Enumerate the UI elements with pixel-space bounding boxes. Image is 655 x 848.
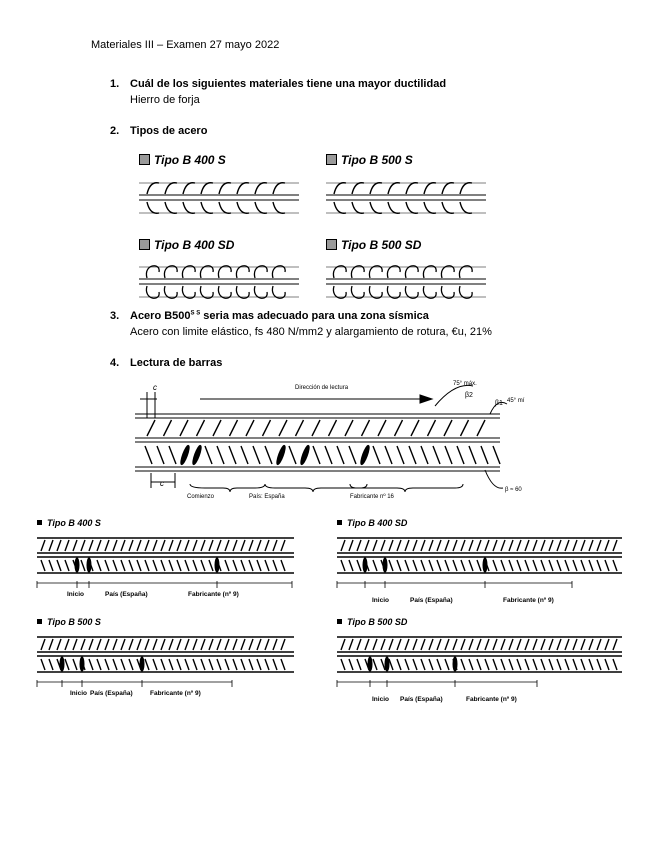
rebar-b400s-drawing <box>139 174 299 222</box>
diagram-c-top: c <box>153 383 157 392</box>
steel-type-b400s-label <box>139 153 226 167</box>
steel-type-b400sd-text: Tipo B 400 SD <box>154 238 235 252</box>
rib-slash <box>180 420 188 436</box>
rib-slash <box>230 420 238 436</box>
rib-slash <box>461 420 469 436</box>
rib-slash <box>147 420 155 436</box>
diagram-country: País: España <box>249 494 285 500</box>
panel-b500sd-start: Inicio <box>372 696 389 703</box>
steel-type-b500s-text: Tipo B 500 S <box>341 153 413 167</box>
panel-b500s-maker: Fabricante (nº 9) <box>150 690 201 697</box>
question-3-title-rest: seria mas adecuado para una zona sísmica <box>200 310 429 322</box>
square-bullet-icon <box>337 619 342 624</box>
panel-b500sd-title <box>337 617 407 627</box>
panel-b400sd-title <box>337 518 407 528</box>
rib-slash <box>263 420 271 436</box>
rib-slash <box>169 446 176 464</box>
steel-type-b500s-label <box>326 153 413 167</box>
diagram-angle-max: 75° máx. <box>453 381 477 387</box>
rib-slash <box>349 446 356 464</box>
thickened-rib <box>276 445 287 465</box>
rib-slash <box>312 420 320 436</box>
rib-slash <box>313 446 320 464</box>
question-1-answer: Hierro de forja <box>130 94 200 106</box>
diagram-beta1: β1 <box>495 400 503 407</box>
panel-b500sd-country: País (España) <box>400 696 443 703</box>
rib-slash <box>337 446 344 464</box>
question-3-title-sup: S S <box>190 310 201 317</box>
square-bullet-icon <box>37 520 42 525</box>
question-4-number: 4. <box>110 357 120 369</box>
rib-slash <box>444 420 452 436</box>
rib-slash <box>213 420 221 436</box>
square-bullet-icon <box>337 520 342 525</box>
checkbox-icon <box>326 239 337 250</box>
panel-b500sd-maker: Fabricante (nº 9) <box>466 696 517 703</box>
panel-b400sd-start: Inicio <box>372 597 389 604</box>
document-header: Materiales III – Examen 27 mayo 2022 <box>91 39 280 51</box>
rib-slash <box>296 420 304 436</box>
panel-b500sd-title-text: Tipo B 500 SD <box>347 617 408 627</box>
panel-b400s-country: País (España) <box>105 591 148 598</box>
rib-slash <box>378 420 386 436</box>
question-3-answer: Acero con limite elástico, fs 480 N/mm2 y alargamiento de rotura, €u, 21% <box>130 326 492 338</box>
question-3-title <box>130 310 429 322</box>
rib-slash <box>217 446 224 464</box>
question-3-title-main: Acero B500 <box>130 310 191 322</box>
rib-slash <box>197 420 205 436</box>
rib-slash <box>229 446 236 464</box>
steel-type-b500sd-label <box>326 238 421 252</box>
rib-slash <box>164 420 172 436</box>
rib-slash <box>145 446 152 464</box>
checkbox-icon <box>139 239 150 250</box>
square-bullet-icon <box>37 619 42 624</box>
rib-slash <box>433 446 440 464</box>
panel-b500s-country: País (España) <box>90 690 133 697</box>
thickened-rib <box>192 445 203 465</box>
question-1-title: Cuál de los siguientes materiales tiene una mayor ductilidad <box>130 78 447 90</box>
panel-b400sd-title-text: Tipo B 400 SD <box>347 518 408 528</box>
rib-slash <box>373 446 380 464</box>
steel-type-b500sd-text: Tipo B 500 SD <box>341 238 422 252</box>
panel-b400s-title-text: Tipo B 400 S <box>47 518 101 528</box>
question-3-number: 3. <box>110 310 120 322</box>
bar-reading-diagram <box>135 378 535 500</box>
question-2-title: Tipos de acero <box>130 125 208 137</box>
thickened-rib <box>360 445 371 465</box>
rebar-b500s-drawing <box>326 174 486 222</box>
rib-slash <box>428 420 436 436</box>
panel-b400s-maker: Fabricante (nº 9) <box>188 591 239 598</box>
rib-slash <box>279 420 287 436</box>
rib-slash <box>457 446 464 464</box>
rib-slash <box>345 420 353 436</box>
steel-type-b400sd-label <box>139 238 234 252</box>
rib-slash <box>481 446 488 464</box>
rib-slash <box>411 420 419 436</box>
diagram-beta2: β2 <box>465 392 473 399</box>
rib-slash <box>409 446 416 464</box>
rib-slash <box>241 446 248 464</box>
diagram-beta-bottom: β ≈ 60 <box>505 487 522 493</box>
rib-slash <box>157 446 164 464</box>
rebar-b400sd-drawing <box>139 258 299 306</box>
thickened-rib <box>180 445 191 465</box>
panel-b500s-start: Inicio <box>70 690 87 697</box>
question-2-number: 2. <box>110 125 120 137</box>
rib-slash <box>362 420 370 436</box>
rib-slash <box>253 446 260 464</box>
diagram-maker: Fabricante nº 16 <box>350 494 394 500</box>
question-1-number: 1. <box>110 78 120 90</box>
panel-b500s-title-text: Tipo B 500 S <box>47 617 101 627</box>
rib-slash <box>469 446 476 464</box>
question-4-title: Lectura de barras <box>130 357 223 369</box>
panel-b400sd-maker: Fabricante (nº 9) <box>503 597 554 604</box>
panel-b400s-title <box>37 518 101 528</box>
rib-slash <box>265 446 272 464</box>
panel-b400s-start: Inicio <box>67 591 84 598</box>
diagram-angle-min: 45° mí <box>507 398 525 404</box>
rib-slash <box>246 420 254 436</box>
panel-b500s-title <box>37 617 101 627</box>
thickened-rib <box>300 445 311 465</box>
rib-slash <box>397 446 404 464</box>
rib-slash <box>493 446 500 464</box>
diagram-direction: Dirección de lectura <box>295 385 349 391</box>
rib-slash <box>477 420 485 436</box>
diagram-start: Comienzo <box>187 494 215 500</box>
diagram-c-bottom: c <box>160 479 164 488</box>
steel-type-b400s-text: Tipo B 400 S <box>154 153 226 167</box>
rib-slash <box>205 446 212 464</box>
rib-slash <box>289 446 296 464</box>
checkbox-icon <box>139 154 150 165</box>
rib-slash <box>445 446 452 464</box>
checkbox-icon <box>326 154 337 165</box>
rib-slash <box>385 446 392 464</box>
rib-slash <box>421 446 428 464</box>
panel-b400sd-country: País (España) <box>410 597 453 604</box>
rib-slash <box>395 420 403 436</box>
rib-slash <box>329 420 337 436</box>
rebar-b500sd-drawing <box>326 258 486 306</box>
rib-slash <box>325 446 332 464</box>
